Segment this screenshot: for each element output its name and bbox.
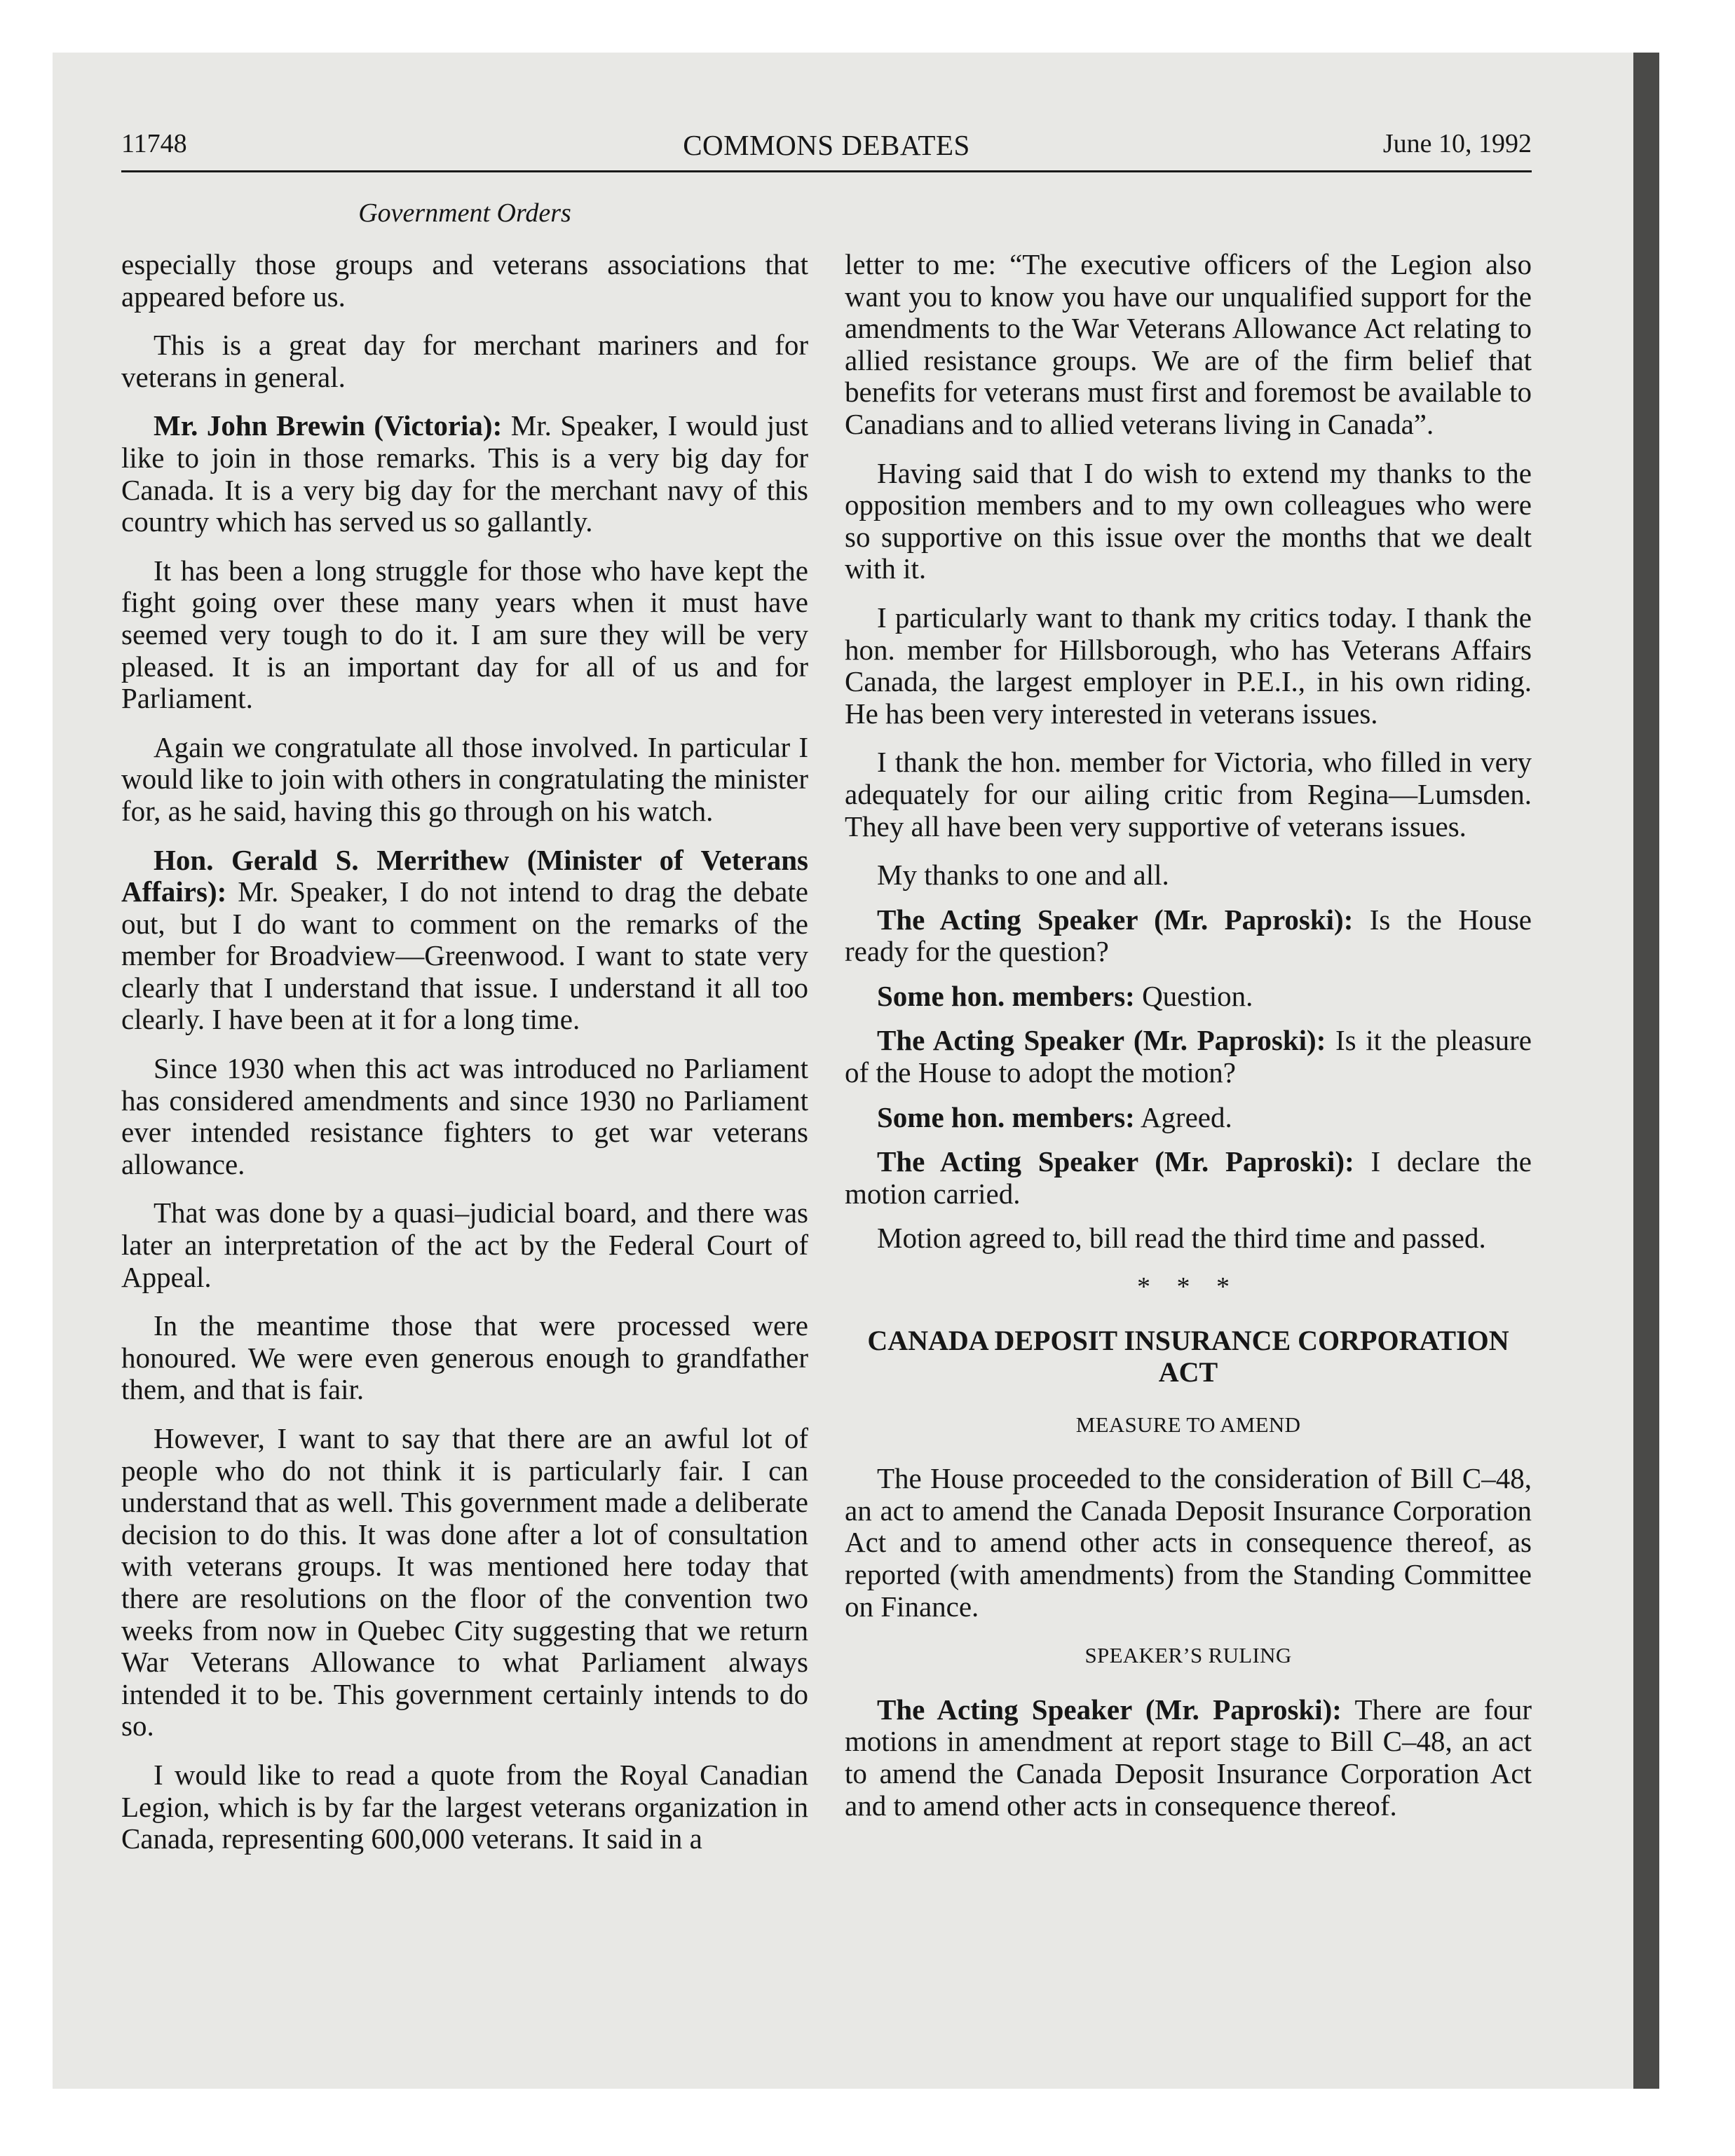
speech-paragraph bbox=[845, 1146, 1532, 1210]
speech-text: Mr. Speaker, I do not intend to drag the debate out, but I do want to comment on the remarks of the member for Broadview—Greenwood. I want to state very clearly that I understand that issue. I understand it all too clearly. I have been at it for a long time. bbox=[121, 875, 808, 1036]
speaker-name: Some hon. members: bbox=[877, 979, 1135, 1012]
paragraph: especially those groups and veterans associations that appeared before us. bbox=[121, 248, 808, 313]
speech-text: Is the House ready for the question? bbox=[845, 903, 1532, 968]
scan-edge bbox=[1633, 53, 1659, 2089]
speech-paragraph bbox=[845, 1694, 1532, 1822]
speech-paragraph bbox=[845, 904, 1532, 968]
publication-title: COMMONS DEBATES bbox=[683, 129, 970, 161]
speaker-name: Mr. John Brewin (Victoria): bbox=[154, 409, 503, 442]
paragraph: The House proceeded to the consideration of Bill C–48, an act to amend the Canada Deposit Insurance Corporation Act and to amend other acts in consequence thereof, as reported (with amendments) from the Standing Committee on Finance. bbox=[845, 1462, 1532, 1623]
paragraph: This is a great day for merchant mariners and for veterans in general. bbox=[121, 329, 808, 393]
speaker-name: Hon. Gerald S. Merrithew (Minister of Veterans Affairs): bbox=[121, 843, 808, 908]
paragraph: Having said that I do wish to extend my thanks to the opposition members and to my own colleagues who were so supportive on this issue over the months that we dealt with it. bbox=[845, 456, 1532, 585]
page-header bbox=[121, 128, 1532, 168]
page-number: 11748 bbox=[121, 129, 187, 158]
paragraph: I would like to read a quote from the Royal Canadian Legion, which is by far the largest veterans organization in Canada, representing 600,000 veterans. It said in a bbox=[121, 1758, 808, 1855]
paragraph: However, I want to say that there are an awful lot of people who do not think it is particularly fair. I can understand that as well. This government made a deliberate decision to do this. It was done after a lot of consultation with veterans groups. It was mentioned here today that there are resolutions on the floor of the convention two weeks from now in Quebec City suggesting that we return War Veterans Allowance to what Parliament always intended it to be. This government certainly intends to do so. bbox=[121, 1422, 808, 1742]
speaker-name: The Acting Speaker (Mr. Paproski): bbox=[877, 903, 1354, 936]
paragraph: letter to me: “The executive officers of the Legion also want you to know you have our unqualified support for the amendments to the War Veterans Allowance Act relating to allied resistance groups. We are of the firm belief that benefits for veterans must first and foremost be available to Canadians and to allied veterans living in Canada”. bbox=[845, 248, 1532, 440]
speech-paragraph bbox=[845, 1102, 1532, 1134]
speech-text: Is it the pleasure of the House to adopt the motion? bbox=[845, 1024, 1532, 1089]
paragraph: In the meantime those that were processed were honoured. We were even generous enough to grandfather them, and that is fair. bbox=[121, 1309, 808, 1406]
section-separator: * * * bbox=[1137, 1272, 1239, 1302]
speaker-name: Some hon. members: bbox=[877, 1100, 1135, 1133]
subheading-ruling: SPEAKER’S RULING bbox=[1084, 1643, 1292, 1668]
section-title: Government Orders bbox=[358, 198, 571, 228]
speech-paragraph bbox=[845, 1025, 1532, 1089]
subheading-measure: MEASURE TO AMEND bbox=[1075, 1412, 1301, 1437]
speech-text: I declare the motion carried. bbox=[845, 1145, 1532, 1210]
publication-date: June 10, 1992 bbox=[1382, 129, 1532, 158]
speech-paragraph bbox=[121, 845, 808, 1037]
speech-text: Mr. Speaker, I would just like to join in those remarks. This is a very big day for Canada. It is a very big day for the merchant navy of this country which has served us so gallantly. bbox=[121, 409, 808, 538]
paragraph: It has been a long struggle for those who have kept the fight going over these many years when it must have seemed very tough to do it. I am sure they will be very pleased. It is an important day for all of us and for Parliament. bbox=[121, 554, 808, 715]
speaker-name: The Acting Speaker (Mr. Paproski): bbox=[877, 1693, 1342, 1726]
paragraph: I thank the hon. member for Victoria, who filled in very adequately for our ailing critic from Regina—Lumsden. They all have been very supportive of veterans issues. bbox=[845, 746, 1532, 842]
speaker-name: The Acting Speaker (Mr. Paproski): bbox=[877, 1024, 1326, 1057]
paragraph: My thanks to one and all. bbox=[877, 859, 1169, 892]
left-column bbox=[121, 249, 808, 1872]
speech-paragraph bbox=[121, 410, 808, 538]
paragraph: Since 1930 when this act was introduced no Parliament has considered amendments and since 1930 no Parliament ever intended resistance fighters to get war veterans allowance. bbox=[121, 1052, 808, 1180]
speech-paragraph bbox=[845, 981, 1532, 1013]
right-column bbox=[845, 249, 1532, 1838]
speech-text: Agreed. bbox=[1134, 1100, 1232, 1133]
paragraph: Motion agreed to, bill read the third time and passed. bbox=[877, 1222, 1486, 1255]
speech-text: Question. bbox=[1134, 979, 1253, 1012]
speaker-name: The Acting Speaker (Mr. Paproski): bbox=[877, 1145, 1354, 1178]
paragraph: I particularly want to thank my critics today. I thank the hon. member for Hillsborough, who has Veterans Affairs Canada, the largest employer in P.E.I., in his own riding. He has been very interested in veterans issues. bbox=[845, 601, 1532, 730]
speech-text: There are four motions in amendment at report stage to Bill C–48, an act to amend the Canada Deposit Insurance Corporation Act and to amend other acts in consequence thereof. bbox=[845, 1693, 1532, 1822]
paragraph: That was done by a quasi–judicial board, and there was later an interpretation of the act by the Federal Court of Appeal. bbox=[121, 1196, 808, 1293]
paragraph: Again we congratulate all those involved. In particular I would like to join with others in congratulating the minister for, as he said, having this go through on his watch. bbox=[121, 730, 808, 827]
bill-heading: CANADA DEPOSIT INSURANCE CORPORATION ACT bbox=[867, 1324, 1509, 1388]
header-rule bbox=[121, 170, 1532, 172]
